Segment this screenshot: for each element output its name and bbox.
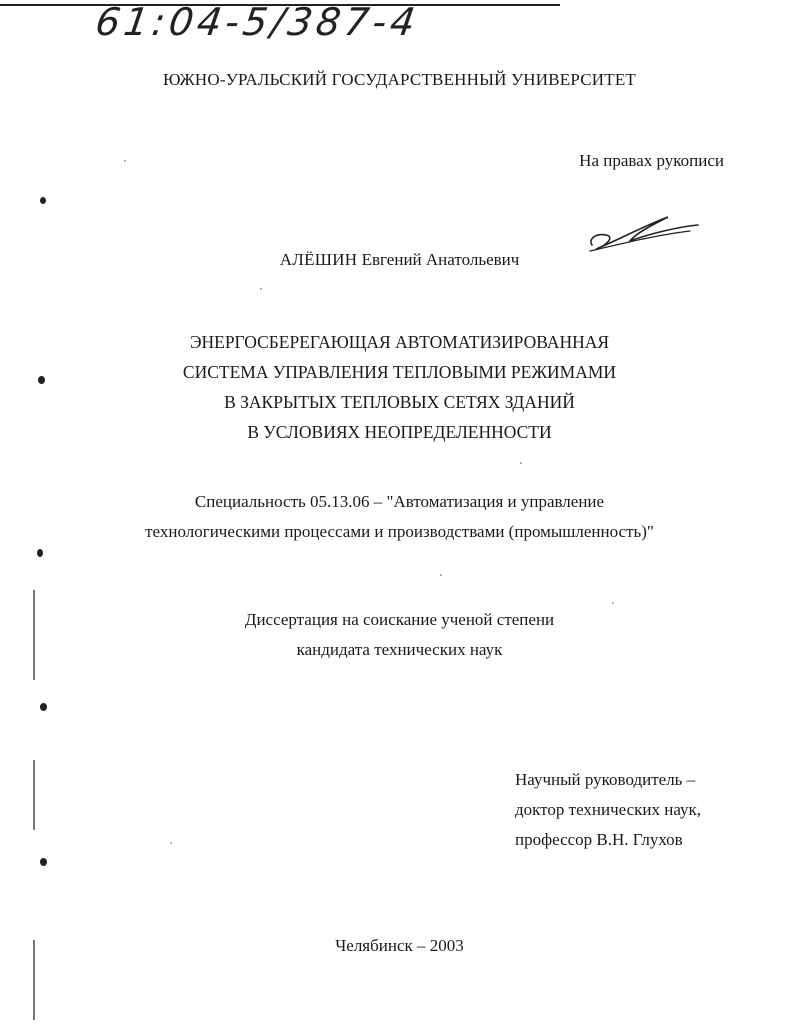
city-year: Челябинск – 2003	[335, 936, 464, 955]
author-name	[0, 250, 799, 270]
scan-speck	[124, 160, 126, 162]
scan-edge	[33, 940, 35, 1020]
specialty	[0, 487, 799, 547]
scan-speck	[260, 288, 262, 290]
author-given-names: Евгений Анатольевич	[361, 250, 520, 269]
scan-speck	[440, 574, 442, 576]
punch-mark	[40, 197, 46, 204]
scientific-advisor	[515, 765, 701, 855]
specialty-line: Специальность 05.13.06 – "Автоматизация и управление	[194, 492, 605, 511]
specialty-line: технологическими процессами и производствами (промышленность)"	[145, 522, 654, 541]
scan-speck	[520, 462, 522, 464]
title-line: В УСЛОВИЯХ НЕОПРЕДЕЛЕННОСТИ	[247, 422, 552, 442]
punch-mark	[37, 549, 43, 557]
advisor-line: Научный руководитель –	[515, 770, 696, 789]
title-line: ЭНЕРГОСБЕРЕГАЮЩАЯ АВТОМАТИЗИРОВАННАЯ	[189, 332, 610, 352]
degree-statement	[0, 605, 799, 665]
dissertation-title	[0, 327, 799, 447]
advisor-line: доктор технических наук,	[515, 800, 702, 819]
degree-line: кандидата технических наук	[296, 640, 503, 659]
scan-speck	[170, 842, 172, 844]
punch-mark	[40, 703, 47, 711]
punch-mark	[38, 376, 45, 384]
title-line: СИСТЕМА УПРАВЛЕНИЯ ТЕПЛОВЫМИ РЕЖИМАМИ	[182, 362, 617, 382]
scan-edge	[33, 760, 35, 830]
author-surname: АЛЁШИН	[279, 250, 358, 269]
handwritten-archive-code: 61:04-5/387-4	[92, 0, 422, 44]
punch-mark	[40, 858, 47, 866]
scan-speck	[612, 602, 614, 604]
advisor-line: профессор В.Н. Глухов	[515, 830, 683, 849]
manuscript-rights-note: На правах рукописи	[579, 151, 724, 170]
title-line: В ЗАКРЫТЫХ ТЕПЛОВЫХ СЕТЯХ ЗДАНИЙ	[224, 392, 575, 412]
signature-icon	[586, 205, 701, 255]
scan-edge	[33, 590, 35, 680]
degree-line: Диссертация на соискание ученой степени	[244, 610, 555, 629]
university-name: ЮЖНО-УРАЛЬСКИЙ ГОСУДАРСТВЕННЫЙ УНИВЕРСИТЕТ	[162, 70, 637, 89]
